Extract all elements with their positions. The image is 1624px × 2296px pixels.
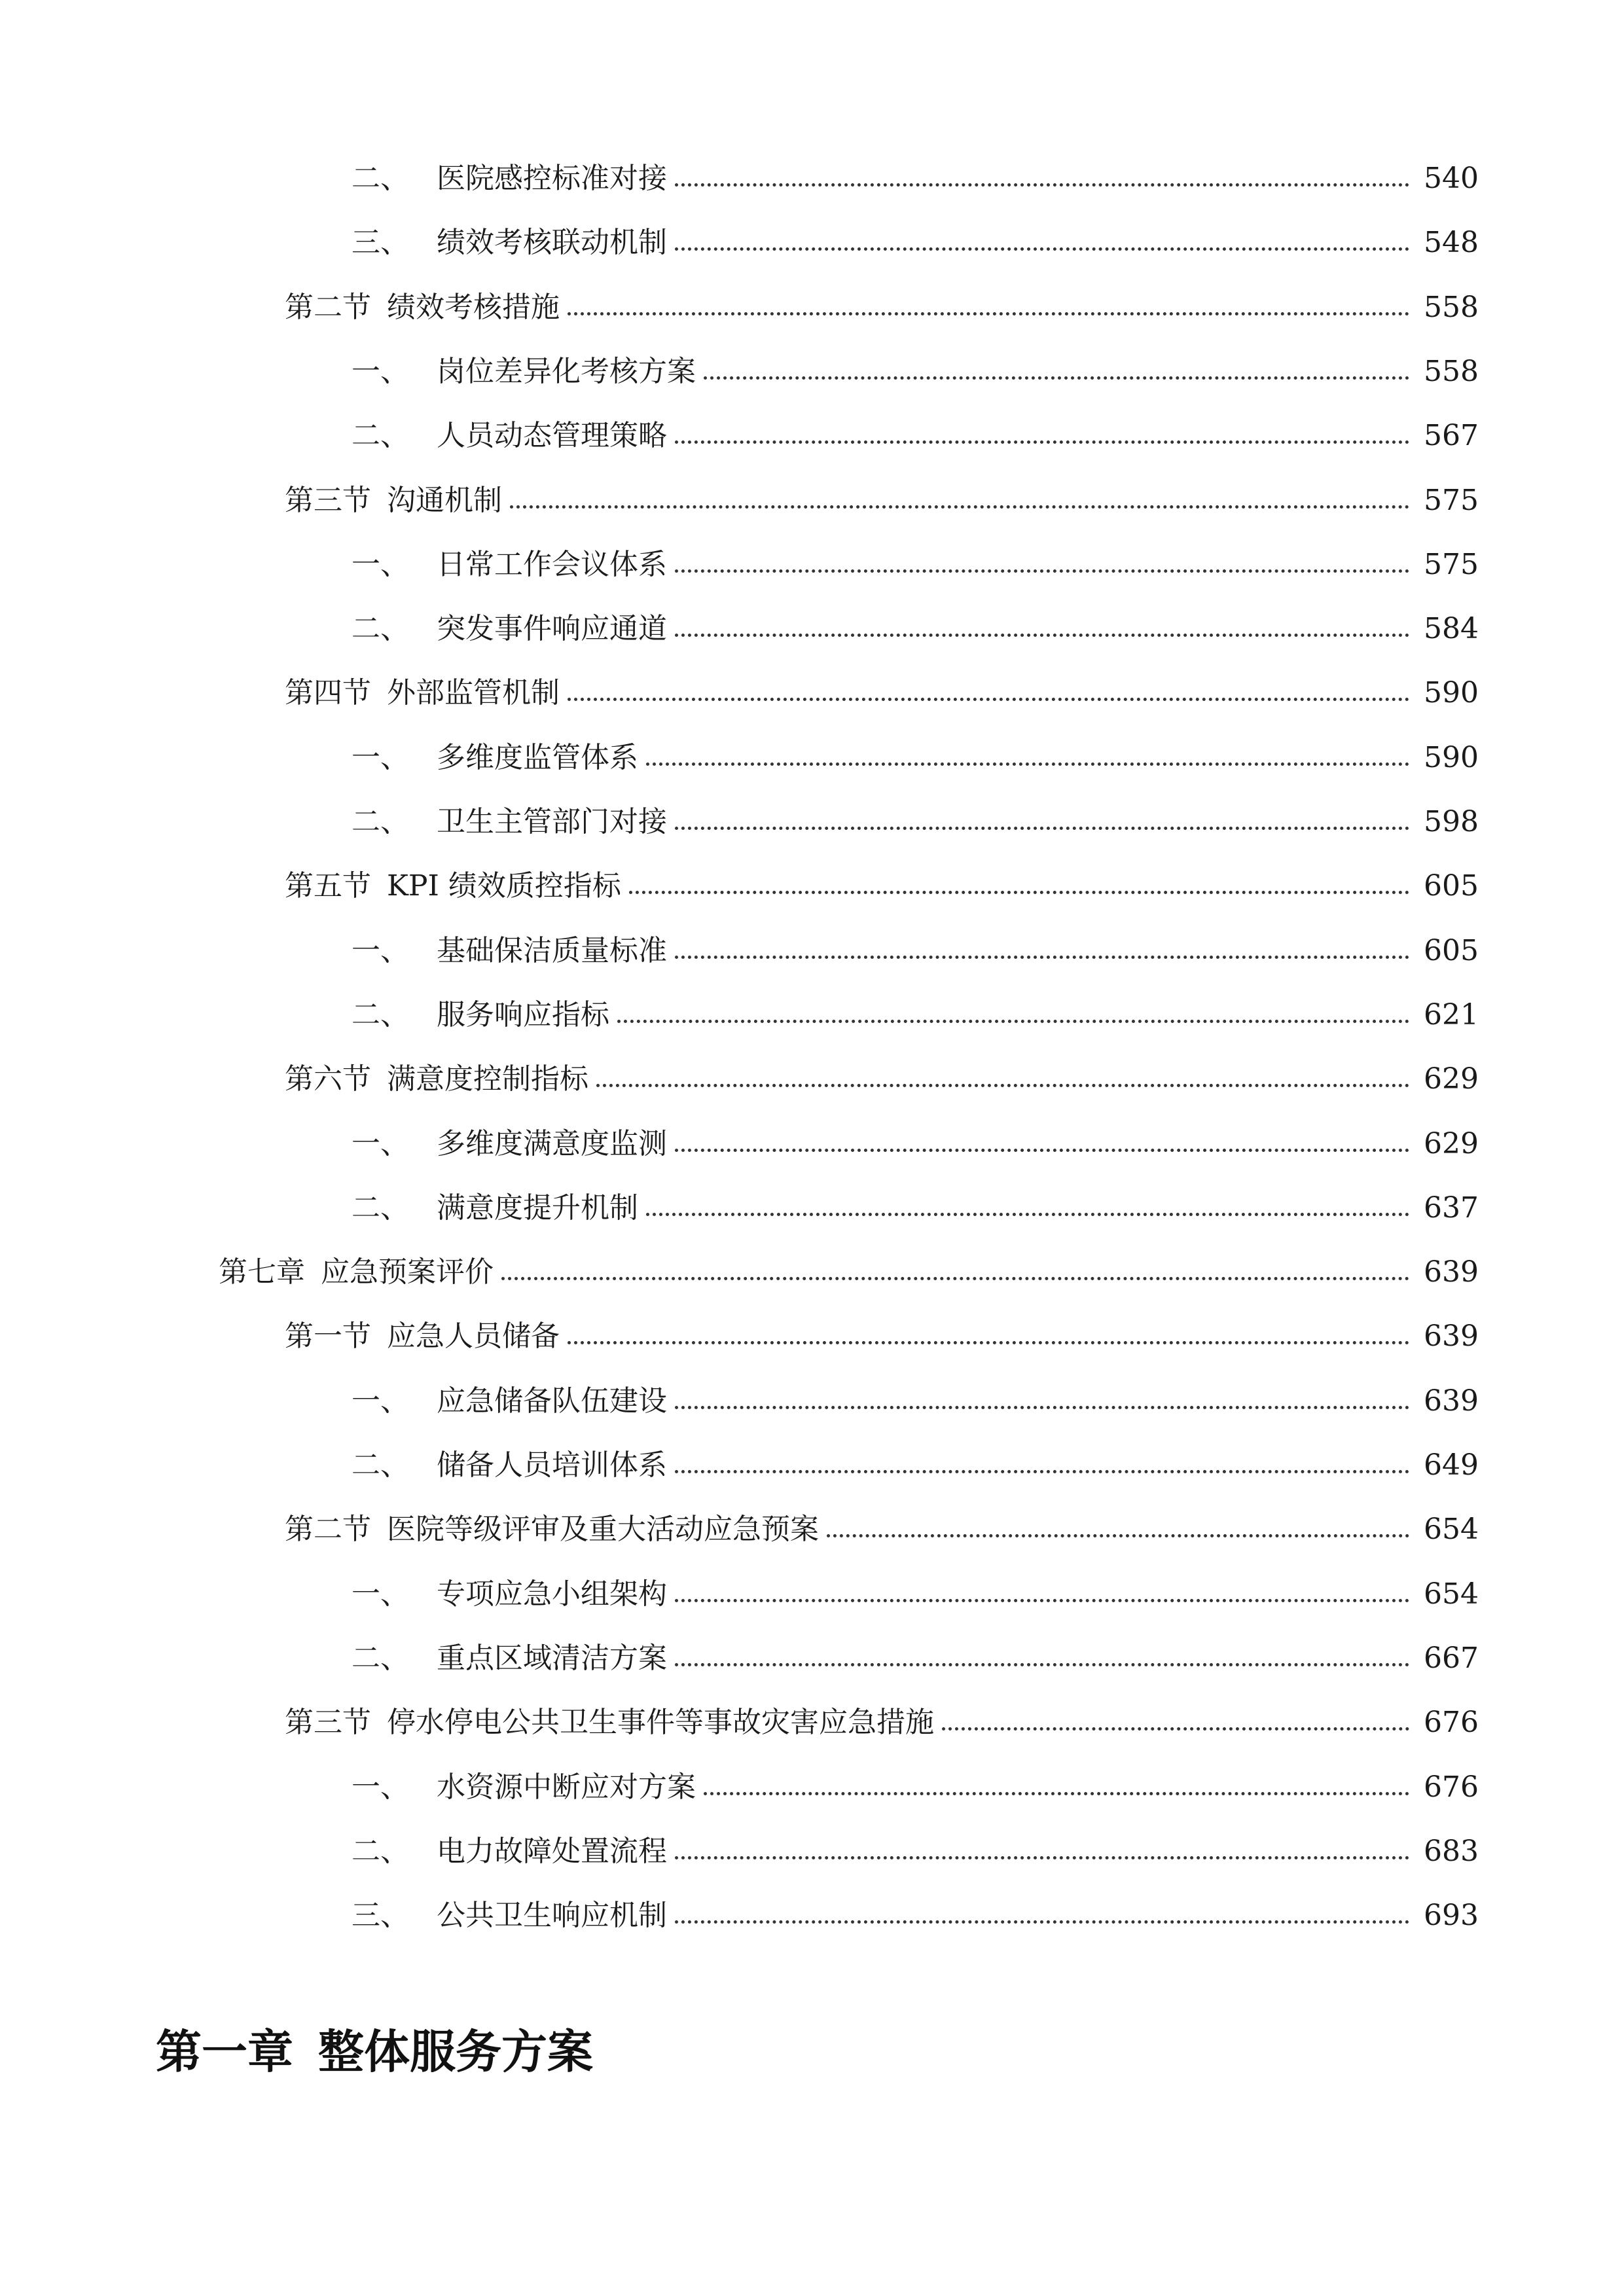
- toc-entry-number: 二、: [352, 419, 409, 452]
- toc-entry[interactable]: [0, 1249, 1624, 1295]
- toc-entry[interactable]: [0, 1121, 1624, 1167]
- toc-entry-page: 590: [1424, 741, 1479, 774]
- toc-entry-number: 第六节: [285, 1062, 371, 1096]
- toc-entry-page: 605: [1424, 869, 1479, 903]
- chapter-heading: [156, 2022, 593, 2081]
- toc-entry-number: 第三节: [285, 1706, 371, 1739]
- toc-entry-page: 567: [1424, 419, 1479, 452]
- toc-entry[interactable]: [0, 928, 1624, 974]
- toc-entry-title: 医院感控标准对接: [437, 162, 667, 195]
- toc-entry[interactable]: [0, 670, 1624, 716]
- toc-dot-leader: [675, 156, 1409, 202]
- toc-entry[interactable]: [0, 863, 1624, 909]
- toc-dot-leader: [675, 1571, 1409, 1617]
- toc-entry-number: 第二节: [285, 1513, 371, 1546]
- toc-entry-number: 三、: [352, 1899, 409, 1932]
- toc-entry-title: 停水停电公共卫生事件等事故灾害应急措施: [387, 1706, 934, 1739]
- toc-dot-leader: [596, 1056, 1409, 1102]
- toc-entry[interactable]: [0, 478, 1624, 524]
- chapter-number: 第一章: [156, 2025, 293, 2079]
- toc-dot-leader: [675, 1121, 1409, 1167]
- toc-dot-leader: [675, 799, 1409, 845]
- toc-entry-title: 沟通机制: [387, 484, 502, 517]
- toc-dot-leader: [675, 1893, 1409, 1939]
- toc-entry-page: 548: [1424, 226, 1479, 259]
- toc-entry-title: 突发事件响应通道: [437, 612, 667, 645]
- toc-entry-page: 598: [1424, 805, 1479, 838]
- toc-entry[interactable]: [0, 542, 1624, 588]
- toc-entry-number: 二、: [352, 805, 409, 838]
- toc-dot-leader: [675, 1636, 1409, 1681]
- toc-entry[interactable]: [0, 1893, 1624, 1939]
- toc-entry-number: 第三节: [285, 484, 371, 517]
- toc-entry-title: 应急人员储备: [387, 1319, 560, 1353]
- toc-entry-title: 水资源中断应对方案: [437, 1770, 696, 1804]
- toc-entry-number: 一、: [352, 934, 409, 967]
- toc-dot-leader: [675, 1378, 1409, 1424]
- toc-entry-page: 590: [1424, 676, 1479, 709]
- toc-entry-number: 一、: [352, 1577, 409, 1611]
- toc-entry-title: 外部监管机制: [387, 676, 560, 709]
- toc-entry[interactable]: [0, 413, 1624, 459]
- toc-dot-leader: [675, 606, 1409, 652]
- toc-dot-leader: [568, 670, 1409, 716]
- toc-entry[interactable]: [0, 799, 1624, 845]
- toc-entry[interactable]: [0, 1185, 1624, 1231]
- toc-entry-title: 满意度控制指标: [387, 1062, 588, 1096]
- toc-entry-page: 683: [1424, 1835, 1479, 1868]
- toc-dot-leader: [675, 928, 1409, 974]
- toc-entry[interactable]: [0, 1507, 1624, 1552]
- toc-entry-number: 二、: [352, 1448, 409, 1482]
- toc-entry-number: 二、: [352, 162, 409, 195]
- toc-entry[interactable]: [0, 1700, 1624, 1746]
- toc-entry-title: 公共卫生响应机制: [437, 1899, 667, 1932]
- toc-entry-number: 一、: [352, 1384, 409, 1418]
- toc-dot-leader: [629, 863, 1409, 909]
- toc-entry-page: 629: [1424, 1062, 1479, 1096]
- toc-dot-leader: [675, 1829, 1409, 1874]
- toc-dot-leader: [675, 220, 1409, 266]
- toc-entry-page: 629: [1424, 1127, 1479, 1160]
- toc-entry-title: 岗位差异化考核方案: [437, 355, 696, 388]
- toc-entry-title: 多维度满意度监测: [437, 1127, 667, 1160]
- toc-entry[interactable]: [0, 1443, 1624, 1488]
- toc-entry-number: 一、: [352, 741, 409, 774]
- toc-entry-title: 卫生主管部门对接: [437, 805, 667, 838]
- toc-dot-leader: [568, 1314, 1409, 1359]
- toc-dot-leader: [568, 285, 1409, 331]
- toc-entry[interactable]: [0, 1765, 1624, 1810]
- toc-entry-title: 服务响应指标: [437, 998, 609, 1031]
- toc-entry[interactable]: [0, 735, 1624, 781]
- toc-entry-title: 基础保洁质量标准: [437, 934, 667, 967]
- toc-entry-title: 储备人员培训体系: [437, 1448, 667, 1482]
- toc-entry-title: 应急预案评价: [321, 1255, 494, 1289]
- toc-entry[interactable]: [0, 992, 1624, 1038]
- toc-entry[interactable]: [0, 1571, 1624, 1617]
- toc-entry-number: 第四节: [285, 676, 371, 709]
- toc-entry-title: 重点区域清洁方案: [437, 1641, 667, 1675]
- toc-entry[interactable]: [0, 1829, 1624, 1874]
- toc-entry-page: 621: [1424, 998, 1479, 1031]
- toc-entry[interactable]: [0, 156, 1624, 202]
- toc-dot-leader: [675, 1443, 1409, 1488]
- toc-entry-page: 637: [1424, 1191, 1479, 1225]
- toc-entry[interactable]: [0, 1056, 1624, 1102]
- toc-entry[interactable]: [0, 220, 1624, 266]
- toc-entry-page: 558: [1424, 355, 1479, 388]
- toc-dot-leader: [510, 478, 1409, 524]
- toc-entry[interactable]: [0, 1378, 1624, 1424]
- toc-entry-number: 二、: [352, 1641, 409, 1675]
- toc-entry-page: 639: [1424, 1384, 1479, 1418]
- toc-dot-leader: [501, 1249, 1409, 1295]
- toc-entry-title: 绩效考核联动机制: [437, 226, 667, 259]
- toc-entry-page: 575: [1424, 548, 1479, 581]
- toc-entry[interactable]: [0, 1314, 1624, 1359]
- toc-entry-page: 676: [1424, 1706, 1479, 1739]
- toc-entry-title: 专项应急小组架构: [437, 1577, 667, 1611]
- toc-dot-leader: [704, 1765, 1409, 1810]
- toc-entry[interactable]: [0, 1636, 1624, 1681]
- toc-entry-number: 二、: [352, 998, 409, 1031]
- toc-entry-number: 二、: [352, 1835, 409, 1868]
- toc-dot-leader: [675, 413, 1409, 459]
- toc-entry-number: 第二节: [285, 291, 371, 324]
- toc-dot-leader: [646, 735, 1409, 781]
- toc-entry[interactable]: [0, 606, 1624, 652]
- toc-entry-title: 满意度提升机制: [437, 1191, 638, 1225]
- toc-entry-number: 三、: [352, 226, 409, 259]
- toc-entry-number: 二、: [352, 612, 409, 645]
- toc-dot-leader: [704, 349, 1409, 395]
- toc-entry-page: 654: [1424, 1513, 1479, 1546]
- toc-dot-leader: [646, 1185, 1409, 1231]
- toc-entry-page: 667: [1424, 1641, 1479, 1675]
- toc-entry-title: 应急储备队伍建设: [437, 1384, 667, 1418]
- toc-entry-title: 日常工作会议体系: [437, 548, 667, 581]
- toc-entry-number: 第七章: [219, 1255, 305, 1289]
- toc-entry-page: 584: [1424, 612, 1479, 645]
- toc-entry-number: 一、: [352, 355, 409, 388]
- toc-entry-title: 电力故障处置流程: [437, 1835, 667, 1868]
- toc-entry-page: 558: [1424, 291, 1479, 324]
- toc-entry-title: KPI 绩效质控指标: [387, 869, 621, 903]
- toc-entry-page: 639: [1424, 1255, 1479, 1289]
- chapter-title: 整体服务方案: [318, 2025, 593, 2079]
- toc-entry-page: 605: [1424, 934, 1479, 967]
- toc-entry-page: 575: [1424, 484, 1479, 517]
- toc-entry[interactable]: [0, 285, 1624, 331]
- toc-entry-title: 人员动态管理策略: [437, 419, 667, 452]
- toc-entry-page: 693: [1424, 1899, 1479, 1932]
- toc-dot-leader: [675, 542, 1409, 588]
- toc-dot-leader: [942, 1700, 1409, 1746]
- toc-entry-number: 二、: [352, 1191, 409, 1225]
- toc-entry-title: 绩效考核措施: [387, 291, 560, 324]
- toc-entry-title: 医院等级评审及重大活动应急预案: [387, 1513, 819, 1546]
- toc-entry-page: 639: [1424, 1319, 1479, 1353]
- toc-entry-page: 676: [1424, 1770, 1479, 1804]
- toc-entry-title: 多维度监管体系: [437, 741, 638, 774]
- toc-entry-number: 一、: [352, 548, 409, 581]
- toc-entry-number: 一、: [352, 1127, 409, 1160]
- toc-entry[interactable]: [0, 349, 1624, 395]
- toc-entry-page: 654: [1424, 1577, 1479, 1611]
- toc-entry-page: 649: [1424, 1448, 1479, 1482]
- toc-entry-number: 第一节: [285, 1319, 371, 1353]
- toc-dot-leader: [827, 1507, 1409, 1552]
- toc-entry-number: 一、: [352, 1770, 409, 1804]
- toc-dot-leader: [617, 992, 1409, 1038]
- toc-entry-number: 第五节: [285, 869, 371, 903]
- toc-entry-page: 540: [1424, 162, 1479, 195]
